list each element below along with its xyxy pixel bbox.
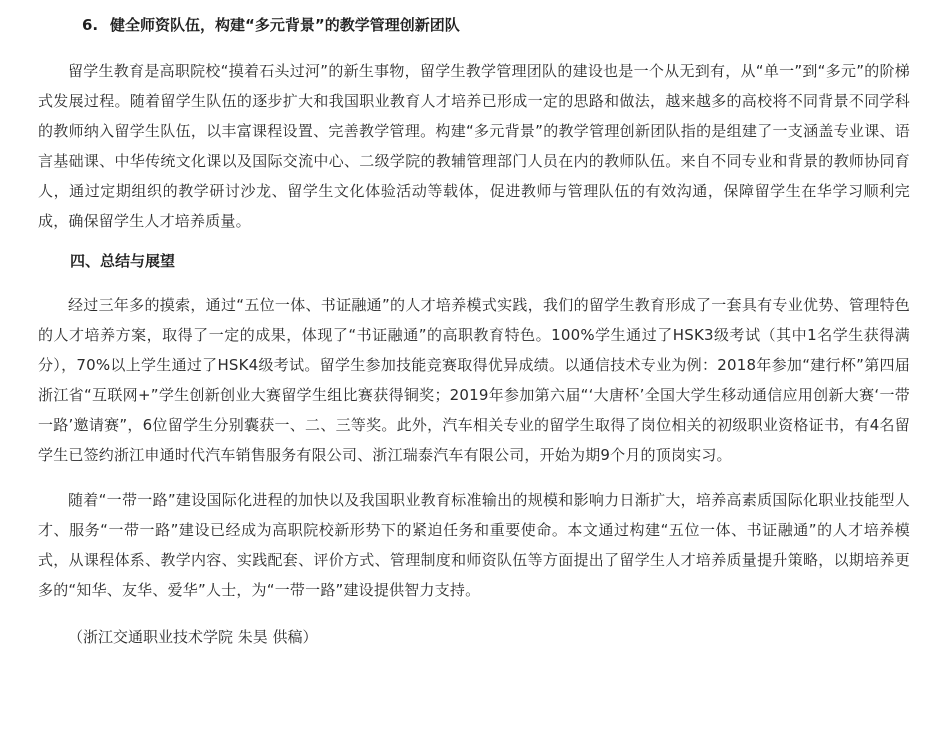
paragraph-achievements: 经过三年多的摸索，通过“五位一体、书证融通”的人才培养模式实践，我们的留学生教育形成了一套具有专业优势、管理特色的人才培养方案，取得了一定的成果，体现了“书证融通”的高职教育特色。100%学生通过了HSK3级考试（其中1名学生获得满分），70%以上学生通过了HSK4级考试。留学生参加技能竞赛取得优异成绩。以通信技术专业为例：2018年参加“建行杯”第四届浙江省“互联网+”学生创新创业大赛留学生组比赛获得铜奖；2019年参加第六届“‘大唐杯’全国大学生移动通信应用创新大赛‘一带一路’邀请赛”，6位留学生分别囊获一、二、三等奖。此外，汽车相关专业的留学生取得了岗位相关的初级职业资格证书，有4名留学生已签约浙江申通时代汽车销售服务有限公司、浙江瑞泰汽车有限公司，开始为期9个月的顶岗实习。 [38,296,910,464]
section-6-title: 健全师资队伍，构建“多元背景”的教学管理创新团队 [110,16,460,34]
paragraph-teaching-team: 留学生教育是高职院校“摸着石头过河”的新生事物，留学生教学管理团队的建设也是一个从无到有，从“单一”到“多元”的阶梯式发展过程。随着留学生队伍的逐步扩大和我国职业教育人才培养已形成一定的思路和做法，越来越多的高校将不同背景不同学科的教师纳入留学生队伍，以丰富课程设置、完善教学管理。构建“多元背景”的教学管理创新团队指的是组建了一支涵盖专业课、语言基础课、中华传统文化课以及国际交流中心、二级学院的教辅管理部门人员在内的教师队伍。来自不同专业和背景的教师协同育人，通过定期组织的教学研讨沙龙、留学生文化体验活动等载体，促进教师与管理队伍的有效沟通，保障留学生在华学习顺利完成，确保留学生人才培养质量。 [38,62,910,230]
section-6-heading [82,14,910,36]
article-credit: （浙江交通职业技术学院 朱昊 供稿） [68,628,318,646]
paragraph-outlook: 随着“一带一路”建设国际化进程的加快以及我国职业教育标准输出的规模和影响力日渐扩大，培养高素质国际化职业技能型人才、服务“一带一路”建设已经成为高职院校新形势下的紧迫任务和重要使命。本文通过构建“五位一体、书证融通”的人才培养模式，从课程体系、教学内容、实践配套、评价方式、管理制度和师资队伍等方面提出了留学生人才培养质量提升策略，以期培养更多的“知华、友华、爱华”人士，为“一带一路”建设提供智力支持。 [38,491,910,599]
section-6-number: 6. [82,16,99,34]
article-body [38,14,910,649]
section-4-heading: 四、总结与展望 [70,252,176,270]
